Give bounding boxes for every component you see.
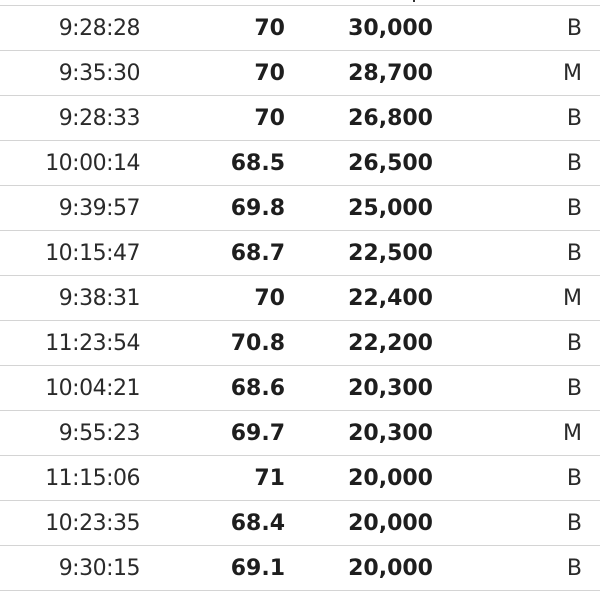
trade-time: 9:39:57 [58, 195, 140, 221]
trade-volume: 22,200 [348, 330, 433, 356]
trade-side: B [566, 510, 582, 536]
table-row[interactable] [0, 501, 600, 546]
table-row[interactable] [0, 276, 600, 321]
trade-time: 9:38:31 [58, 285, 140, 311]
trade-side: B [566, 375, 582, 401]
trade-time: 10:00:14 [45, 150, 140, 176]
trade-time: 9:30:15 [58, 555, 140, 581]
trade-time: 9:35:30 [58, 60, 140, 86]
trade-time: 11:23:54 [45, 330, 140, 356]
table-row[interactable] [0, 186, 600, 231]
trade-volume: 25,000 [348, 195, 433, 221]
trade-price: 69.1 [230, 555, 285, 581]
trade-volume: 28,700 [348, 60, 433, 86]
trade-price: 70 [254, 60, 285, 86]
trade-price: 71 [254, 465, 285, 491]
trade-price: 68.5 [230, 150, 285, 176]
trade-volume: 26,500 [348, 150, 433, 176]
table-row[interactable] [0, 456, 600, 501]
table-row[interactable] [0, 321, 600, 366]
table-row[interactable] [0, 411, 600, 456]
trade-side: B [566, 240, 582, 266]
trade-volume: 20,300 [348, 375, 433, 401]
trade-side: M [563, 420, 582, 446]
trade-time: 10:23:35 [45, 510, 140, 536]
trade-time: 9:55:23 [58, 420, 140, 446]
trade-time: 10:15:47 [45, 240, 140, 266]
trade-side: M [563, 285, 582, 311]
trade-price: 69.8 [230, 195, 285, 221]
trade-volume: 20,000 [348, 510, 433, 536]
trade-price: 70 [254, 15, 285, 41]
trade-side: B [566, 555, 582, 581]
trade-side: B [566, 150, 582, 176]
trade-price: 70 [254, 105, 285, 131]
table-row[interactable] [0, 366, 600, 411]
table-row[interactable] [0, 231, 600, 276]
trade-time: 9:28:28 [58, 15, 140, 41]
trade-price: 68.7 [230, 240, 285, 266]
trade-price: 70 [254, 285, 285, 311]
trade-price: 69.7 [230, 420, 285, 446]
trade-side: B [566, 15, 582, 41]
table-row[interactable] [0, 141, 600, 186]
trade-volume: 20,000 [348, 465, 433, 491]
trade-side: B [566, 465, 582, 491]
trade-side: B [566, 105, 582, 131]
trade-time: 10:04:21 [45, 375, 140, 401]
trade-side: M [563, 60, 582, 86]
trade-volume: 20,300 [348, 420, 433, 446]
trade-volume: 20,000 [348, 555, 433, 581]
trade-volume: 22,500 [348, 240, 433, 266]
trade-volume: 26,800 [348, 105, 433, 131]
trade-price: 68.6 [230, 375, 285, 401]
trade-time: 9:28:33 [58, 105, 140, 131]
table-row[interactable] [0, 51, 600, 96]
table-row[interactable] [0, 96, 600, 141]
trade-time: 11:15:06 [45, 465, 140, 491]
table-row[interactable] [0, 6, 600, 51]
trade-side: B [566, 195, 582, 221]
trade-price: 68.4 [230, 510, 285, 536]
table-row[interactable] [0, 546, 600, 591]
trade-side: B [566, 330, 582, 356]
trade-price: 70.8 [230, 330, 285, 356]
trade-volume: 30,000 [348, 15, 433, 41]
trade-volume: 22,400 [348, 285, 433, 311]
